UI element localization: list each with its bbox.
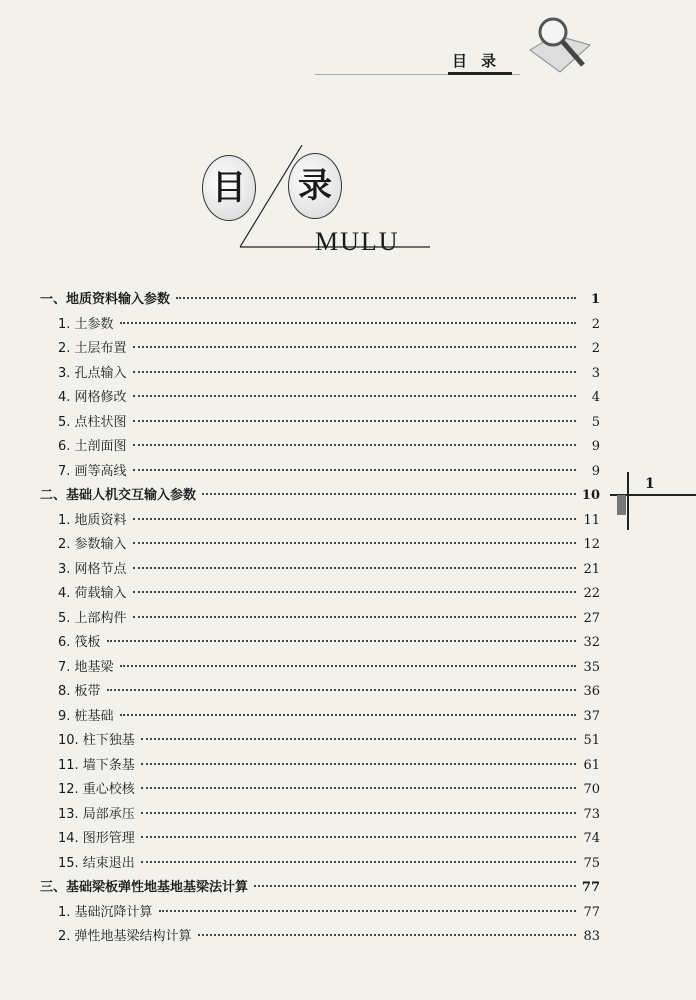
toc-leader-dots <box>133 371 576 373</box>
toc-entry-page: 36 <box>583 684 600 699</box>
toc-entry[interactable] <box>40 460 600 485</box>
toc-leader-dots <box>141 861 576 863</box>
toc-leader-dots <box>133 542 576 544</box>
toc-leader-dots <box>198 934 576 936</box>
toc-entry[interactable] <box>40 533 600 558</box>
toc-entry[interactable] <box>40 729 600 754</box>
toc-entry-label: 二、基础人机交互输入参数 <box>40 488 197 503</box>
toc-entry-label: 13. 局部承压 <box>58 806 135 822</box>
toc-leader-dots <box>141 836 576 838</box>
toc-entry-label: 11. 墙下条基 <box>58 757 135 773</box>
toc-leader-dots <box>120 665 576 667</box>
table-of-contents <box>40 288 600 950</box>
toc-entry-page: 21 <box>583 561 600 577</box>
toc-entry-label: 12. 重心校核 <box>58 782 135 797</box>
toc-leader-dots <box>133 444 576 446</box>
toc-entry-label: 2. 参数输入 <box>58 537 127 552</box>
running-header-title: 目录 <box>452 52 511 70</box>
toc-entry-page: 27 <box>583 610 600 626</box>
toc-entry-page: 37 <box>583 708 600 724</box>
toc-entry[interactable] <box>40 362 600 387</box>
header-underline <box>448 72 512 75</box>
toc-entry-label: 1. 地质资料 <box>58 512 127 528</box>
toc-leader-dots <box>159 910 576 912</box>
toc-entry[interactable] <box>40 582 600 607</box>
toc-entry-label: 14. 图形管理 <box>58 831 135 846</box>
toc-entry-page: 74 <box>583 831 600 846</box>
toc-entry[interactable] <box>40 925 600 950</box>
toc-entry[interactable] <box>40 607 600 632</box>
toc-entry-page: 77 <box>583 904 600 920</box>
toc-entry[interactable] <box>40 656 600 681</box>
side-tab-page-number: 1 <box>645 476 655 492</box>
contents-logo <box>190 145 450 256</box>
toc-entry[interactable] <box>40 901 600 926</box>
toc-entry-page: 9 <box>591 463 600 479</box>
logo-latin: MULU <box>315 227 400 256</box>
toc-leader-dots <box>133 518 576 520</box>
toc-entry[interactable] <box>40 288 600 313</box>
toc-entry-label: 6. 筏板 <box>58 635 101 650</box>
toc-entry[interactable] <box>40 852 600 877</box>
toc-entry[interactable] <box>40 705 600 730</box>
toc-leader-dots <box>133 420 576 422</box>
toc-entry-page: 32 <box>583 635 600 650</box>
toc-leader-dots <box>133 469 576 471</box>
toc-entry-page: 83 <box>583 929 600 944</box>
toc-entry-page: 9 <box>591 439 600 454</box>
toc-leader-dots <box>141 763 576 765</box>
toc-entry-label: 2. 弹性地基梁结构计算 <box>58 929 192 944</box>
toc-entry[interactable] <box>40 313 600 338</box>
toc-entry-label: 6. 土剖面图 <box>58 439 127 454</box>
toc-leader-dots <box>133 395 576 397</box>
toc-leader-dots <box>107 689 576 691</box>
toc-entry-page: 1 <box>590 292 600 307</box>
toc-leader-dots <box>141 812 576 814</box>
toc-entry-page: 22 <box>583 586 600 601</box>
toc-entry[interactable] <box>40 876 600 901</box>
toc-entry[interactable] <box>40 509 600 534</box>
toc-entry-label: 1. 基础沉降计算 <box>58 904 153 920</box>
toc-entry[interactable] <box>40 778 600 803</box>
toc-entry-label: 4. 荷载输入 <box>58 586 127 601</box>
toc-entry-label: 4. 网格修改 <box>58 390 127 405</box>
toc-entry[interactable] <box>40 631 600 656</box>
toc-entry[interactable] <box>40 827 600 852</box>
toc-entry[interactable] <box>40 435 600 460</box>
toc-entry[interactable] <box>40 558 600 583</box>
toc-entry-page: 3 <box>591 365 600 381</box>
toc-entry-page: 4 <box>591 390 600 405</box>
toc-entry-page: 12 <box>583 537 600 552</box>
toc-entry-label: 5. 点柱状图 <box>58 414 127 430</box>
magnifier-book-icon <box>525 10 595 80</box>
toc-entry-page: 11 <box>583 512 600 528</box>
toc-entry-label: 5. 上部构件 <box>58 610 127 626</box>
toc-entry[interactable] <box>40 411 600 436</box>
toc-leader-dots <box>133 346 576 348</box>
toc-entry-page: 51 <box>583 733 600 748</box>
toc-entry-label: 9. 桩基础 <box>58 708 114 724</box>
logo-char-lu: 录 <box>288 153 342 219</box>
toc-leader-dots <box>141 787 576 789</box>
toc-entry-label: 一、地质资料输入参数 <box>40 292 171 307</box>
toc-entry-page: 70 <box>583 782 600 797</box>
toc-entry-page: 75 <box>583 855 600 871</box>
toc-entry[interactable] <box>40 386 600 411</box>
toc-entry[interactable] <box>40 754 600 779</box>
toc-entry-label: 7. 地基梁 <box>58 659 114 675</box>
toc-entry-page: 2 <box>591 316 600 332</box>
toc-leader-dots <box>202 493 576 495</box>
toc-entry-label: 10. 柱下独基 <box>58 733 135 748</box>
toc-leader-dots <box>254 885 576 887</box>
toc-leader-dots <box>141 738 576 740</box>
toc-entry-page: 2 <box>591 341 600 356</box>
toc-entry-label: 1. 土参数 <box>58 316 114 332</box>
logo-char-mu: 目 <box>202 155 256 221</box>
toc-entry[interactable] <box>40 337 600 362</box>
side-tab-vertical <box>627 472 629 530</box>
toc-entry-page: 10 <box>581 488 600 503</box>
toc-entry-label: 三、基础梁板弹性地基地基梁法计算 <box>40 880 249 895</box>
toc-entry-label: 7. 画等高线 <box>58 463 127 479</box>
toc-entry-label: 15. 结束退出 <box>58 855 135 871</box>
toc-entry-page: 5 <box>591 414 600 430</box>
side-tab-marker <box>617 495 626 515</box>
toc-leader-dots <box>133 616 576 618</box>
toc-leader-dots <box>176 297 576 299</box>
toc-leader-dots <box>133 567 576 569</box>
toc-entry-label: 3. 孔点输入 <box>58 365 127 381</box>
toc-entry-page: 73 <box>583 806 600 822</box>
toc-leader-dots <box>133 591 576 593</box>
toc-leader-dots <box>120 714 576 716</box>
toc-entry-label: 3. 网格节点 <box>58 561 127 577</box>
toc-leader-dots <box>107 640 576 642</box>
toc-entry-page: 77 <box>581 880 600 895</box>
toc-entry-page: 61 <box>583 757 600 773</box>
toc-leader-dots <box>120 322 576 324</box>
toc-entry-page: 35 <box>583 659 600 675</box>
toc-entry[interactable] <box>40 803 600 828</box>
toc-entry[interactable] <box>40 484 600 509</box>
toc-entry[interactable] <box>40 680 600 705</box>
toc-entry-label: 2. 土层布置 <box>58 341 127 356</box>
toc-entry-label: 8. 板带 <box>58 684 101 699</box>
